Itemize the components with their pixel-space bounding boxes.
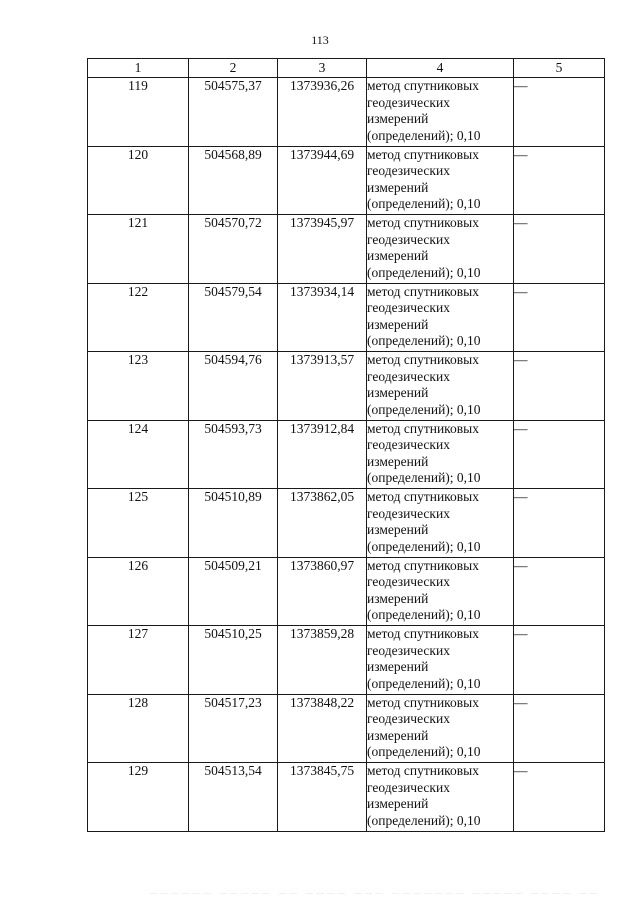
x-coordinate-cell: 504593,73 (189, 420, 278, 489)
method-line: геодезических (367, 231, 450, 247)
header-col-3: 3 (278, 59, 367, 78)
method-line: метод спутниковых (367, 557, 479, 573)
note-cell: — (514, 352, 605, 421)
method-line: измерений (367, 248, 429, 263)
method-line: геодезических (367, 300, 450, 315)
note-cell: — (514, 215, 605, 284)
point-number-cell: 125 (88, 489, 189, 558)
method-cell (367, 763, 514, 832)
method-line: (определений); 0,10 (367, 401, 481, 417)
y-coordinate-cell: 1373934,14 (278, 283, 367, 352)
note-cell: — (514, 146, 605, 215)
y-coordinate-cell: 1373913,57 (278, 352, 367, 421)
method-line: метод спутниковых (367, 489, 479, 504)
x-coordinate-cell: 504517,23 (189, 694, 278, 763)
table-row (88, 557, 605, 626)
point-number-cell: 119 (88, 78, 189, 147)
table-row (88, 283, 605, 352)
note-cell: — (514, 489, 605, 558)
x-coordinate-cell: 504570,72 (189, 215, 278, 284)
y-coordinate-cell: 1373936,26 (278, 78, 367, 147)
coordinates-table (87, 58, 605, 832)
point-number-cell: 123 (88, 352, 189, 421)
method-cell (367, 352, 514, 421)
note-cell: — (514, 420, 605, 489)
table-row (88, 694, 605, 763)
method-line: измерений (367, 316, 429, 332)
point-number-cell: 128 (88, 694, 189, 763)
method-line: геодезических (367, 642, 450, 658)
method-line: (определений); 0,10 (367, 470, 481, 485)
method-line: (определений); 0,10 (367, 333, 481, 348)
note-cell: — (514, 763, 605, 832)
y-coordinate-cell: 1373944,69 (278, 146, 367, 215)
method-cell (367, 146, 514, 215)
point-number-cell: 127 (88, 626, 189, 695)
table-row (88, 420, 605, 489)
method-line: геодезических (367, 437, 450, 452)
method-line: метод спутниковых (367, 283, 479, 299)
note-cell: — (514, 557, 605, 626)
method-line: геодезических (367, 368, 450, 384)
x-coordinate-cell: 504575,37 (189, 78, 278, 147)
method-line: (определений); 0,10 (367, 538, 481, 554)
method-line: (определений); 0,10 (367, 675, 481, 691)
method-line: измерений (367, 385, 429, 400)
table-row (88, 763, 605, 832)
x-coordinate-cell: 504594,76 (189, 352, 278, 421)
page-number: 113 (311, 33, 329, 47)
y-coordinate-cell: 1373848,22 (278, 694, 367, 763)
method-line: измерений (367, 796, 429, 811)
x-coordinate-cell: 504579,54 (189, 283, 278, 352)
note-cell: — (514, 626, 605, 695)
point-number-cell: 120 (88, 146, 189, 215)
method-line: измерений (367, 179, 429, 195)
cut-off-footer-text: ▔▔▔▔▔▔ ▔▔▔▔▔ ▔▔ ▔▔▔▔ ▔▔▔ ▔▔▔▔▔▔▔ ▔▔▔▔▔ ▔▔▔▔ ▔▔ (150, 893, 601, 903)
method-line: (определений); 0,10 (367, 744, 481, 759)
point-number-cell: 129 (88, 763, 189, 832)
method-cell (367, 215, 514, 284)
method-line: (определений); 0,10 (367, 607, 481, 622)
method-line: геодезических (367, 505, 450, 521)
method-line: измерений (367, 727, 429, 743)
table-row (88, 626, 605, 695)
point-number-cell: 124 (88, 420, 189, 489)
method-line: геодезических (367, 163, 450, 178)
x-coordinate-cell: 504510,89 (189, 489, 278, 558)
note-cell: — (514, 78, 605, 147)
method-line: измерений (367, 453, 429, 469)
method-line: измерений (367, 111, 429, 126)
method-line: метод спутниковых (367, 694, 479, 710)
y-coordinate-cell: 1373912,84 (278, 420, 367, 489)
y-coordinate-cell: 1373845,75 (278, 763, 367, 832)
method-line: (определений); 0,10 (367, 264, 481, 280)
note-cell: — (514, 283, 605, 352)
method-line: (определений); 0,10 (367, 196, 481, 211)
method-line: метод спутниковых (367, 352, 479, 367)
x-coordinate-cell: 504568,89 (189, 146, 278, 215)
method-line: измерений (367, 590, 429, 606)
method-cell (367, 694, 514, 763)
table-row (88, 352, 605, 421)
header-col-5: 5 (514, 59, 605, 78)
header-col-2: 2 (189, 59, 278, 78)
method-line: геодезических (367, 711, 450, 726)
method-line: метод спутниковых (367, 146, 479, 162)
method-line: (определений); 0,10 (367, 127, 481, 143)
table-row (88, 215, 605, 284)
table-header-row (88, 59, 605, 78)
table-row (88, 146, 605, 215)
method-line: метод спутниковых (367, 420, 479, 436)
method-line: геодезических (367, 574, 450, 589)
method-cell (367, 420, 514, 489)
method-cell (367, 78, 514, 147)
method-line: геодезических (367, 94, 450, 110)
point-number-cell: 126 (88, 557, 189, 626)
method-line: метод спутниковых (367, 763, 479, 778)
x-coordinate-cell: 504509,21 (189, 557, 278, 626)
method-cell (367, 557, 514, 626)
method-line: метод спутниковых (367, 626, 479, 641)
method-line: геодезических (367, 779, 450, 795)
method-line: метод спутниковых (367, 215, 479, 230)
point-number-cell: 121 (88, 215, 189, 284)
method-cell (367, 283, 514, 352)
y-coordinate-cell: 1373859,28 (278, 626, 367, 695)
y-coordinate-cell: 1373945,97 (278, 215, 367, 284)
x-coordinate-cell: 504513,54 (189, 763, 278, 832)
method-line: измерений (367, 522, 429, 537)
point-number-cell: 122 (88, 283, 189, 352)
table-row (88, 78, 605, 147)
y-coordinate-cell: 1373860,97 (278, 557, 367, 626)
method-cell (367, 626, 514, 695)
header-col-4: 4 (367, 59, 514, 78)
header-col-1: 1 (88, 59, 189, 78)
method-line: измерений (367, 659, 429, 674)
table-row (88, 489, 605, 558)
method-line: метод спутниковых (367, 78, 479, 93)
method-line: (определений); 0,10 (367, 812, 481, 828)
method-cell (367, 489, 514, 558)
note-cell: — (514, 694, 605, 763)
y-coordinate-cell: 1373862,05 (278, 489, 367, 558)
x-coordinate-cell: 504510,25 (189, 626, 278, 695)
